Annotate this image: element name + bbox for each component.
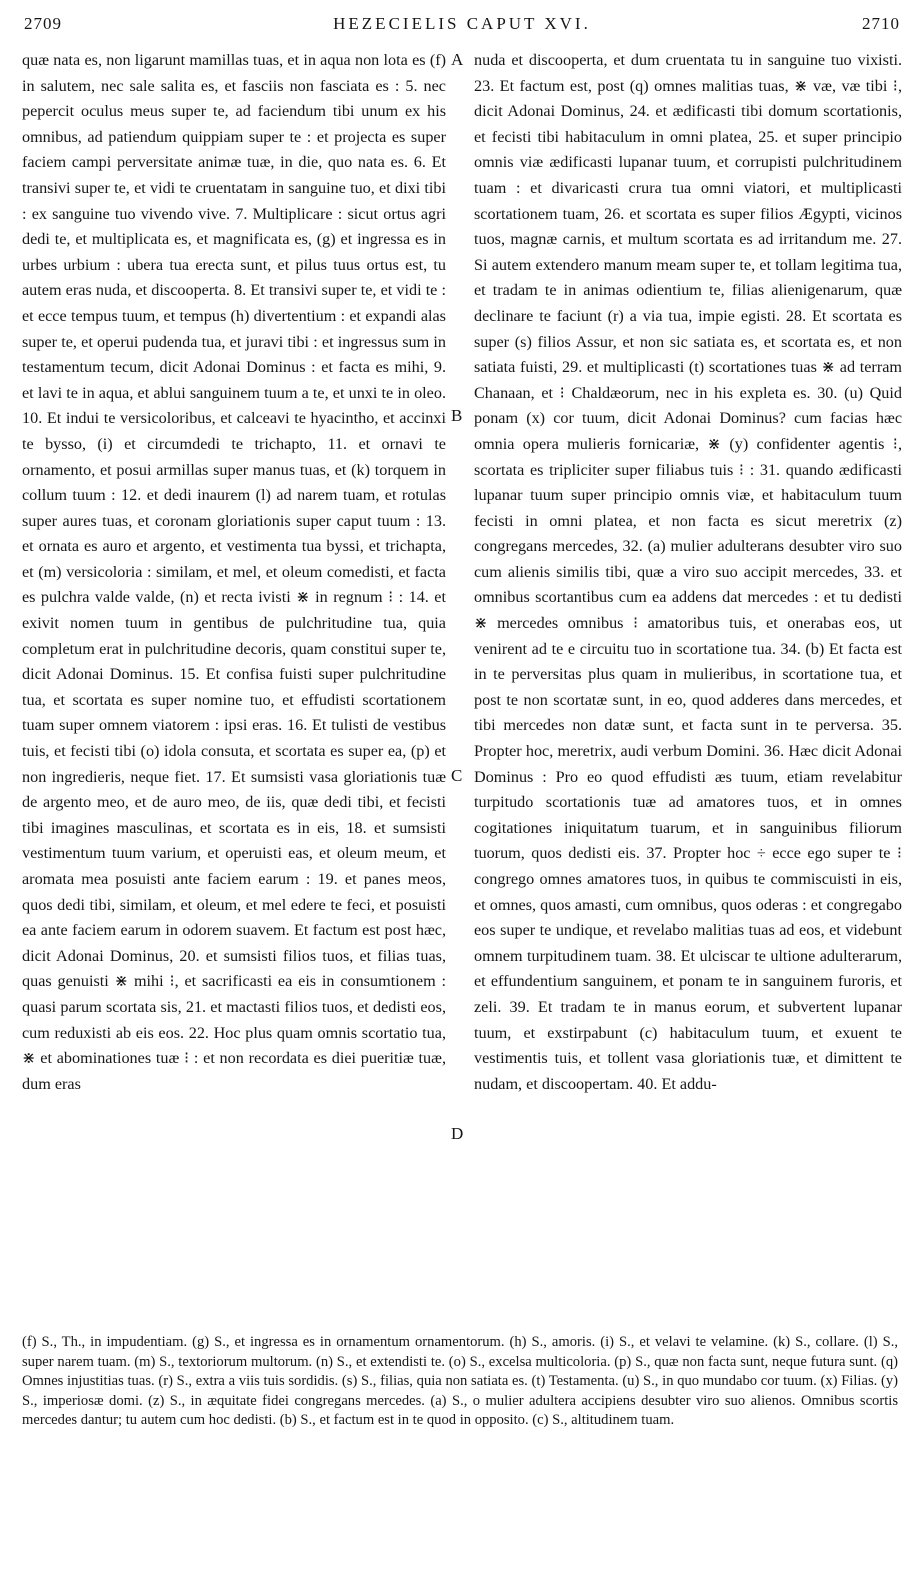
page-title: HEZECIELIS CAPUT XVI. [333,14,591,33]
left-column [22,48,446,1097]
page-number-right: 2710 [862,14,900,33]
running-header [24,14,900,42]
margin-marker-d: D [451,1124,464,1143]
page-number-left: 2709 [24,14,62,33]
left-column-text: quæ nata es, non ligarunt mamillas tuas, et in aqua non lota es (f) in salutem, nec sale salita es, et fasciis non fasciata es : 5. nec pepercit oculus meus super te, ad faciendum tibi unum ex his omnibus, ad patiendum quippiam super te : et projecta es super faciem campi perversitate animæ tuæ, in die, quo nata es. 6. Et transivi super te, et vidi te cruentatam in sanguine tuo, et dixi tibi : ex sanguine tuo vivendo vive. 7. Multiplicare : sicut ortus agri dedi te, et multiplicata es, et magnificata es, (g) et ingressa es in urbes urbium : ubera tua erecta sunt, et pilus tuus ortus est, tu autem eras nuda, et discooperta. 8. Et transivi super te, et vidi te : et ecce tempus tuum, et tempus (h) divertentium : et expandi alas super te, et operui pudenda tua, et juravi tibi : et ingressus sum in testamentum tecum, dicit Adonai Dominus : et facta es mihi, 9. et lavi te in aqua, et ablui sanguinem tuum a te, et unxi te in oleo. 10. Et indui te versicoloribus, et calceavi te hyacintho, et accinxi te bysso, (i) et circumdedi te trichapto, 11. et ornavi te ornamento, et posui armillas super manus tuas, et (k) torquem in collum tuum : 12. et dedi inaurem (l) ad narem tuam, et rotulas super aures tuas, et coronam gloriationis super caput tuum : 13. et ornata es auro et argento, et vestimenta tua byssi, et trichapta, et (m) versicoloria : similam, et mel, et oleum comedisti, et facta es pulchra valde valde, (n) et recta ivisti ⋇ in regnum ⁝ : 14. et exivit nomen tuum in gentibus de pulchritudine tua, quia completum erat in pulchritudine decoris, quam constitui super te, dicit Adonai Dominus. 15. Et confisa fuisti super pulchritudine tua, et scortata es super nomine tuo, et effudisti scortationem tuam super omnem viatorem : ipsi eras. 16. Et tulisti de vestibus tuis, et fecisti tibi (o) idola consuta, et scortata es super ea, (p) et non ingredieris, neque fiet. 17. Et sumsisti vasa gloriationis tuæ de argento meo, et de auro meo, de iis, quæ dedi tibi, et fecisti tibi imagines masculinas, et scortata es in eis, 18. et sumsisti vestimentum tuum varium, et operuisti eas, et oleum meum, et aromata mea posuisti ante faciem earum : 19. et panes meos, quos dedi tibi, similam, et oleum, et mel edere te feci, et posuisti ea ante faciem earum in odorem suavem. Et factum est post hæc, dicit Adonai Dominus, 20. et sumsisti filios tuos, et filias tuas, quas genuisti ⋇ mihi ⁝, et sacrificasti ea eis in consumtionem : quasi parum scortata sis, 21. et mactasti filios tuos, et dedisti eos, cum reduxisti ab eis eos. 22. Hoc plus quam omnis scortatio tua, ⋇ et abominationes tuæ ⁝ : et non recordata es diei pueritiæ tuæ, dum eras [22,51,446,1093]
right-column-text: nuda et discooperta, et dum cruentata tu in sanguine tuo vixisti. 23. Et factum est, post (q) omnes malitias tuas, ⋇ væ, væ tibi ⁝, dicit Adonai Dominus, 24. et ædificasti tibi domum scortationis, et fecisti tibi habitaculum in omni platea, 25. et super principio omnis viæ ædificasti lupanar tuum, et corrupisti pulchritudinem tuam : et divaricasti crura tua omni viatori, et multiplicasti scortationem tuam, 26. et scortata es super filios Ægypti, vicinos tuos, magnæ carnis, et multum scortata es ad irritandum me. 27. Si autem extendero manum meam super te, et tollam legitima tua, et tradam te in animas odientium te, filias alienigenarum, quæ declinare te faciunt (r) a via tua, impie egisti. 28. Et scortata es super (s) filios Assur, et non sic satiata es, et scortata es, et non satiata fuisti, 29. et multiplicasti (t) scortationes tuas ⋇ ad terram Chanaan, et ⁝ Chaldæorum, nec in his expleta es. 30. (u) Quid ponam (x) cor tuum, dicit Adonai Dominus? cum facias hæc omnia opera mulieris fornicariæ, ⋇ (y) confidenter agentis ⁝, scortata es tripliciter super filiabus tuis ⁝ : 31. quando ædificasti lupanar tuum super principio omnis viæ, et habitaculum tuum fecisti in omni platea, et non facta es sicut meretrix (z) congregans mercedes, 32. (a) mulier adulterans desubter viro suo cum alienis similis tibi, quæ a viro suo accipit mercedes, 33. et omnibus scortantibus cum ea addens dat mercedes : et tu dedisti ⋇ mercedes omnibus ⁝ amatoribus tuis, et onerabas eos, ut venirent ad te e circuitu tuo in scortatione tua. 34. (b) Et facta est in te perversitas plus quam in mulieribus, in scortatione tua, et post te non scortatæ sunt, in eo, quod adderes dans mercedes, et tibi mercedes non datæ sunt, et facta sunt in te perversa. 35. Propter hoc, meretrix, audi verbum Domini. 36. Hæc dicit Adonai Dominus : Pro eo quod effudisti æs tuum, etiam revelabitur turpitudo scortationis tuæ ad amatores tuos, et in omnes cogitationes iniquitatum tuarum, et in sanguinibus filiorum tuorum, quos dedisti eis. 37. Propter hoc ÷ ecce ego super te ⁝ congrego omnes amatores tuos, in quibus te commiscuisti in eis, et omnes, quos amasti, cum omnibus, quos oderas : et congregabo eos super te undique, et revelabo malitias tuas ad eos, et videbunt omnem turpitudinem tuam. 38. Et ulciscar te ultione adulterarum, et effundentium sanguinem, et ponam te in sanguinem furoris, et zeli. 39. Et tradam te in manus eorum, et subvertent lupanar tuum, et exstirpabunt (c) habitaculum tuum, et exuent te vestimentis tuis, et tollent vasa gloriationis tuæ, et dimittent te nudam, et discoopertam. 40. Et addu- [474,51,902,1093]
footnotes-text: (f) S., Th., in impudentiam. (g) S., et ingressa es in ornamentum ornamentorum. (h) S., amoris. (i) S., et velavi te velamine. (k) S., collare. (l) S., super narem tuam. (m) S., textoriorum multorum. (n) S., et extendisti te. (o) S., excelsa multicoloria. (p) S., quæ non facta sunt, neque futura sunt. (q) Omnes injustitias tuas. (r) S., extra a viis tuis sordidis. (s) S., filias, quia non satiata es. (t) Testamenta. (u) S., in quo mundabo cor tuum. (x) Filias. (y) S., imperiosæ domi. (z) S., in æquitate fidei congregans mercedes. (a) S., o mulier adultera accipiens desubter viro suo alienos. Omnibus scortis mercedes dantur; tu autem cum hoc dedisti. (b) S., et factum est in te quod in opposito. (c) S., altitudinem tuam. [22,1334,898,1429]
margin-marker-c: C [451,766,463,785]
margin-marker-a: A [451,50,464,69]
footnotes [22,1333,898,1431]
margin-marker-b: B [451,406,463,425]
right-column [474,48,902,1097]
